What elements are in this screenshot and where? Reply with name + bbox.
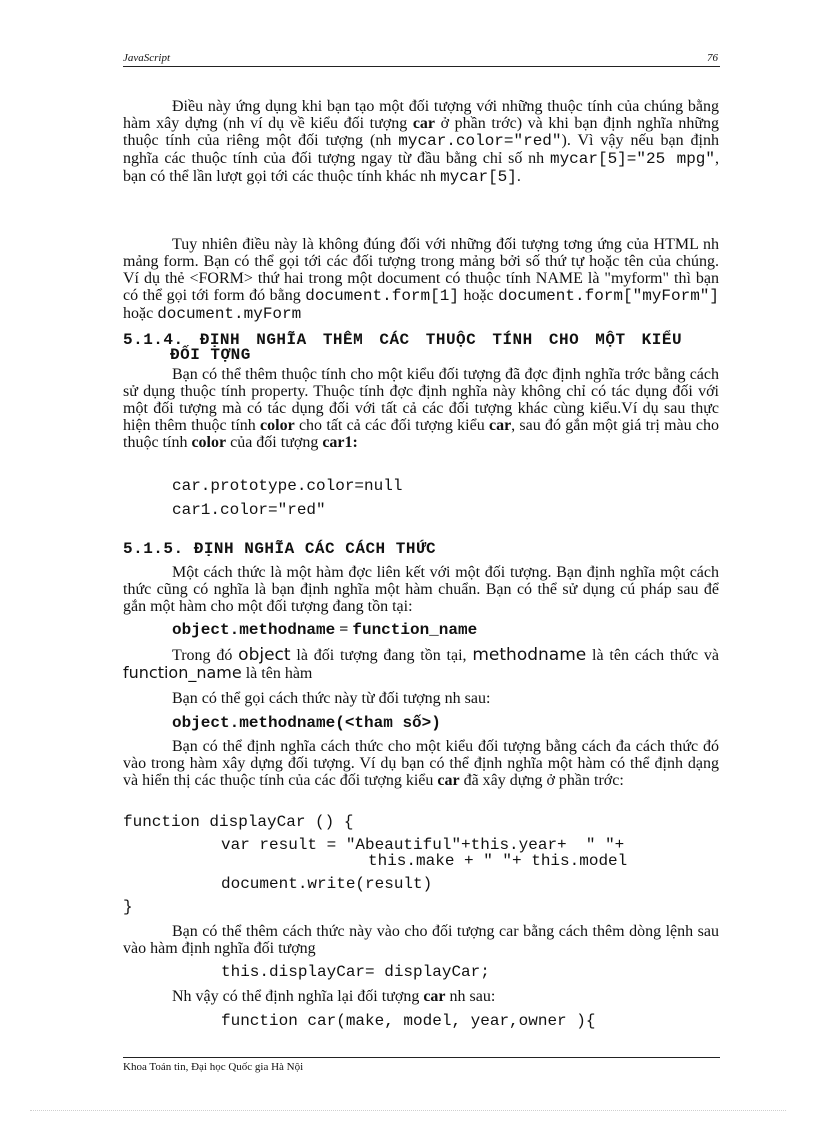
page-edge-dots [30,1110,786,1111]
code-prototype-line: car.prototype.color=null [172,477,403,495]
code-display-car-line-3: this.make + " "+ this.model [368,852,628,870]
heading-line-2: ĐỐI TỢNG [170,346,251,364]
paragraph-9: Nh vậy có thể định nghĩa lại đối tượng car nh sau: [172,988,496,1005]
paragraph-7: Bạn có thể định nghĩa cách thức cho một kiểu đối tượng bằng cách đa cách thức đó vào trong hàm xây dựng đối tượng. Ví dụ bạn có thể định nghĩa một hàm có thể định dạng và hiển thị các thuộc tính của các đối tượng kiểu car đã xây dựng ở phần trớc: [123,738,719,789]
paragraph-1: Điều này ứng dụng khi bạn tạo một đối tượng với những thuộc tính của chúng bằng hàm xây dựng (nh ví dụ về kiểu đối tượng car ở phần trớc) và khi bạn định nghĩa những thuộc tính của riêng một đối tượng (nh mycar.color="red"). Vì vậy nếu bạn định nghĩa các thuộc tính của đối tượng ngay từ đầu bằng chỉ số nh mycar[5]="25 mpg", bạn có thể lần lượt gọi tới các thuộc tính khác nh mycar[5]. [123,98,719,186]
code-color-line: car1.color="red" [172,501,326,519]
page-number: 76 [707,52,718,64]
code-display-car-line-1: function displayCar () { [123,813,354,831]
code-display-car-line-4: document.write(result) [221,875,433,893]
paragraph-3: Bạn có thể thêm thuộc tính cho một kiểu đối tượng đã đợc định nghĩa trớc bằng cách sử dụng thuộc tính property. Thuộc tính đợc định nghĩa này không chỉ có tác dụng đối với một đối tượng mà có tác dụng đối với tất cả các đối tượng khác cùng kiểu.Ví dụ sau thực hiện thêm thuộc tính color cho tất cả các đối tượng kiểu car, sau đó gắn một giá trị màu cho thuộc tính color của đối tượng car1: [123,366,720,451]
code-this-displaycar: this.displayCar= displayCar; [221,963,490,981]
section-heading-5-1-5: 5.1.5. ĐỊNH NGHĨA CÁC CÁCH THỨC [123,540,437,558]
paragraph-2: Tuy nhiên điều này là không đúng đối với những đối tượng tơng ứng của HTML nh mảng form. Bạn có thể gọi tới các đối tượng trong mảng bởi số thứ tự hoặc tên của chúng. Ví dụ thẻ <FORM> thứ hai trong một document có thuộc tính NAME là "myform" thì bạn có thể gọi tới form đó bằng document.form[1] hoặc document.form["myForm"] hoặc document.myForm [123,236,720,323]
paragraph-5: Trong đó object là đối tượng đang tồn tại, methodname là tên cách thức và function_name là tên hàm [123,645,720,682]
section-heading-5-1-4 [123,331,720,362]
header-rule [123,66,720,67]
paragraph-4: Một cách thức là một hàm đợc liên kết với một đối tượng. Bạn định nghĩa một cách thức cũng có nghĩa là bạn định nghĩa một hàm chuẩn. Bạn có thể sử dụng cú pháp sau để gắn một hàm cho một đối tượng đang tồn tại: [123,564,719,615]
page-footer: Khoa Toán tin, Đại học Quốc gia Hà Nội [123,1061,304,1073]
code-display-car-line-5: } [123,898,133,916]
paragraph-8: Bạn có thể thêm cách thức này vào cho đối tượng car bằng cách thêm dòng lệnh sau vào hàm định nghĩa đối tượng [123,923,719,957]
page-header [123,52,720,66]
footer-rule [123,1057,720,1058]
code-display-car-line-2: var result = "Abeautiful"+this.year+ " "+ [221,836,625,854]
syntax-assign-method: object.methodname = function_name [172,621,478,639]
paragraph-6: Bạn có thể gọi cách thức này từ đối tượng nh sau: [172,690,491,707]
header-title: JavaScript [123,52,171,64]
syntax-call-method: object.methodname(<tham số>) [172,714,441,732]
code-function-car: function car(make, model, year,owner ){ [221,1012,596,1030]
heading-line-1: 5.1.4. ĐỊNH NGHĨA THÊM CÁC THUỘC TÍNH CHO MỘT KIỂU [123,331,683,349]
